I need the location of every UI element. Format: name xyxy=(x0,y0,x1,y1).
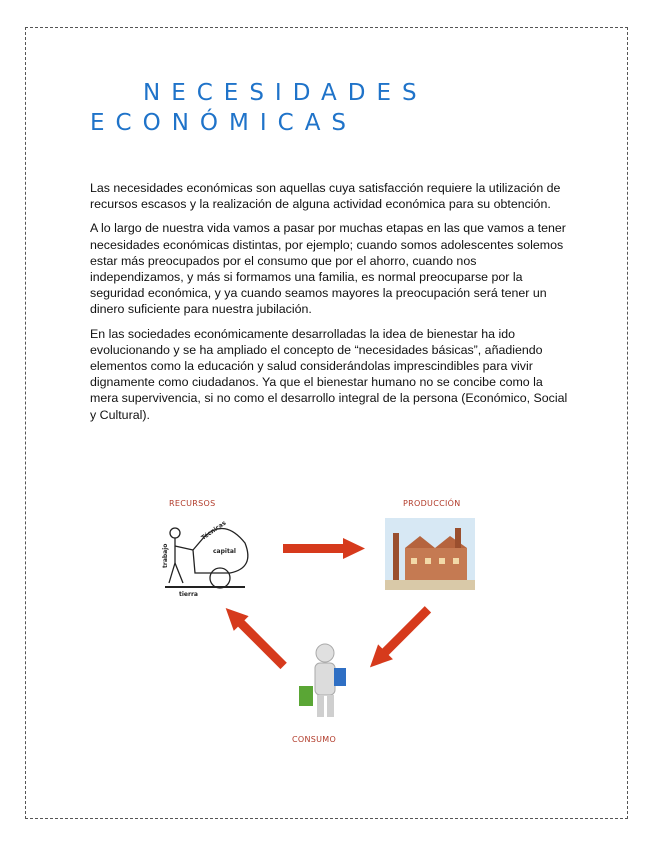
paragraph-3: En las sociedades económicamente desarrolladas la idea de bienestar ha ido evolucionando y se ha ampliado el concepto de “necesidades básicas”, añadiendo elementos como la educación y salud considerándolas imprescindibles para vivir dignamente como ciudadanos. Ya que el bienestar humano no se concibe como la mera supervivencia, si no como el desarrollo integral de la persona (Económico, Social y Cultural). xyxy=(90,326,568,422)
economic-cycle-diagram xyxy=(145,488,510,753)
capital-word: capital xyxy=(213,548,236,555)
tecnicas-word: Técnicas xyxy=(200,519,228,542)
produccion-label: PRODUCCIÓN xyxy=(403,499,461,508)
trabajo-word: trabajo xyxy=(162,543,169,568)
page-title: NECESIDADES ECONÓMICAS xyxy=(90,80,428,136)
body-text xyxy=(90,180,570,431)
consumo-illustration xyxy=(299,644,346,717)
arrow-consumo-to-recursos xyxy=(218,601,291,674)
recursos-label: RECURSOS xyxy=(169,499,216,508)
arrow-recursos-to-produccion xyxy=(283,538,365,559)
arrow-produccion-to-consumo xyxy=(363,602,436,675)
paragraph-1: Las necesidades económicas son aquellas cuya satisfacción requiere la utilización de recursos escasos y la realización de alguna actividad económica para su obtención. xyxy=(90,181,561,212)
diagram-svg xyxy=(145,488,510,753)
produccion-illustration xyxy=(385,518,475,590)
tierra-word: tierra xyxy=(179,591,198,598)
consumo-label: CONSUMO xyxy=(292,735,337,744)
paragraph-2: A lo largo de nuestra vida vamos a pasar por muchas etapas en las que vamos a tener necesidades económicas distintas, por ejemplo; cuando somos adolescentes solemos estar más preocupados por el consumo que por el ahorro, cuando nos independizamos, y más si formamos una familia, es normal preocuparse por la seguridad económica, y ya cuando seamos mayores la preocupación será tener un dinero suficiente para nuestra jubilación. xyxy=(90,221,566,317)
